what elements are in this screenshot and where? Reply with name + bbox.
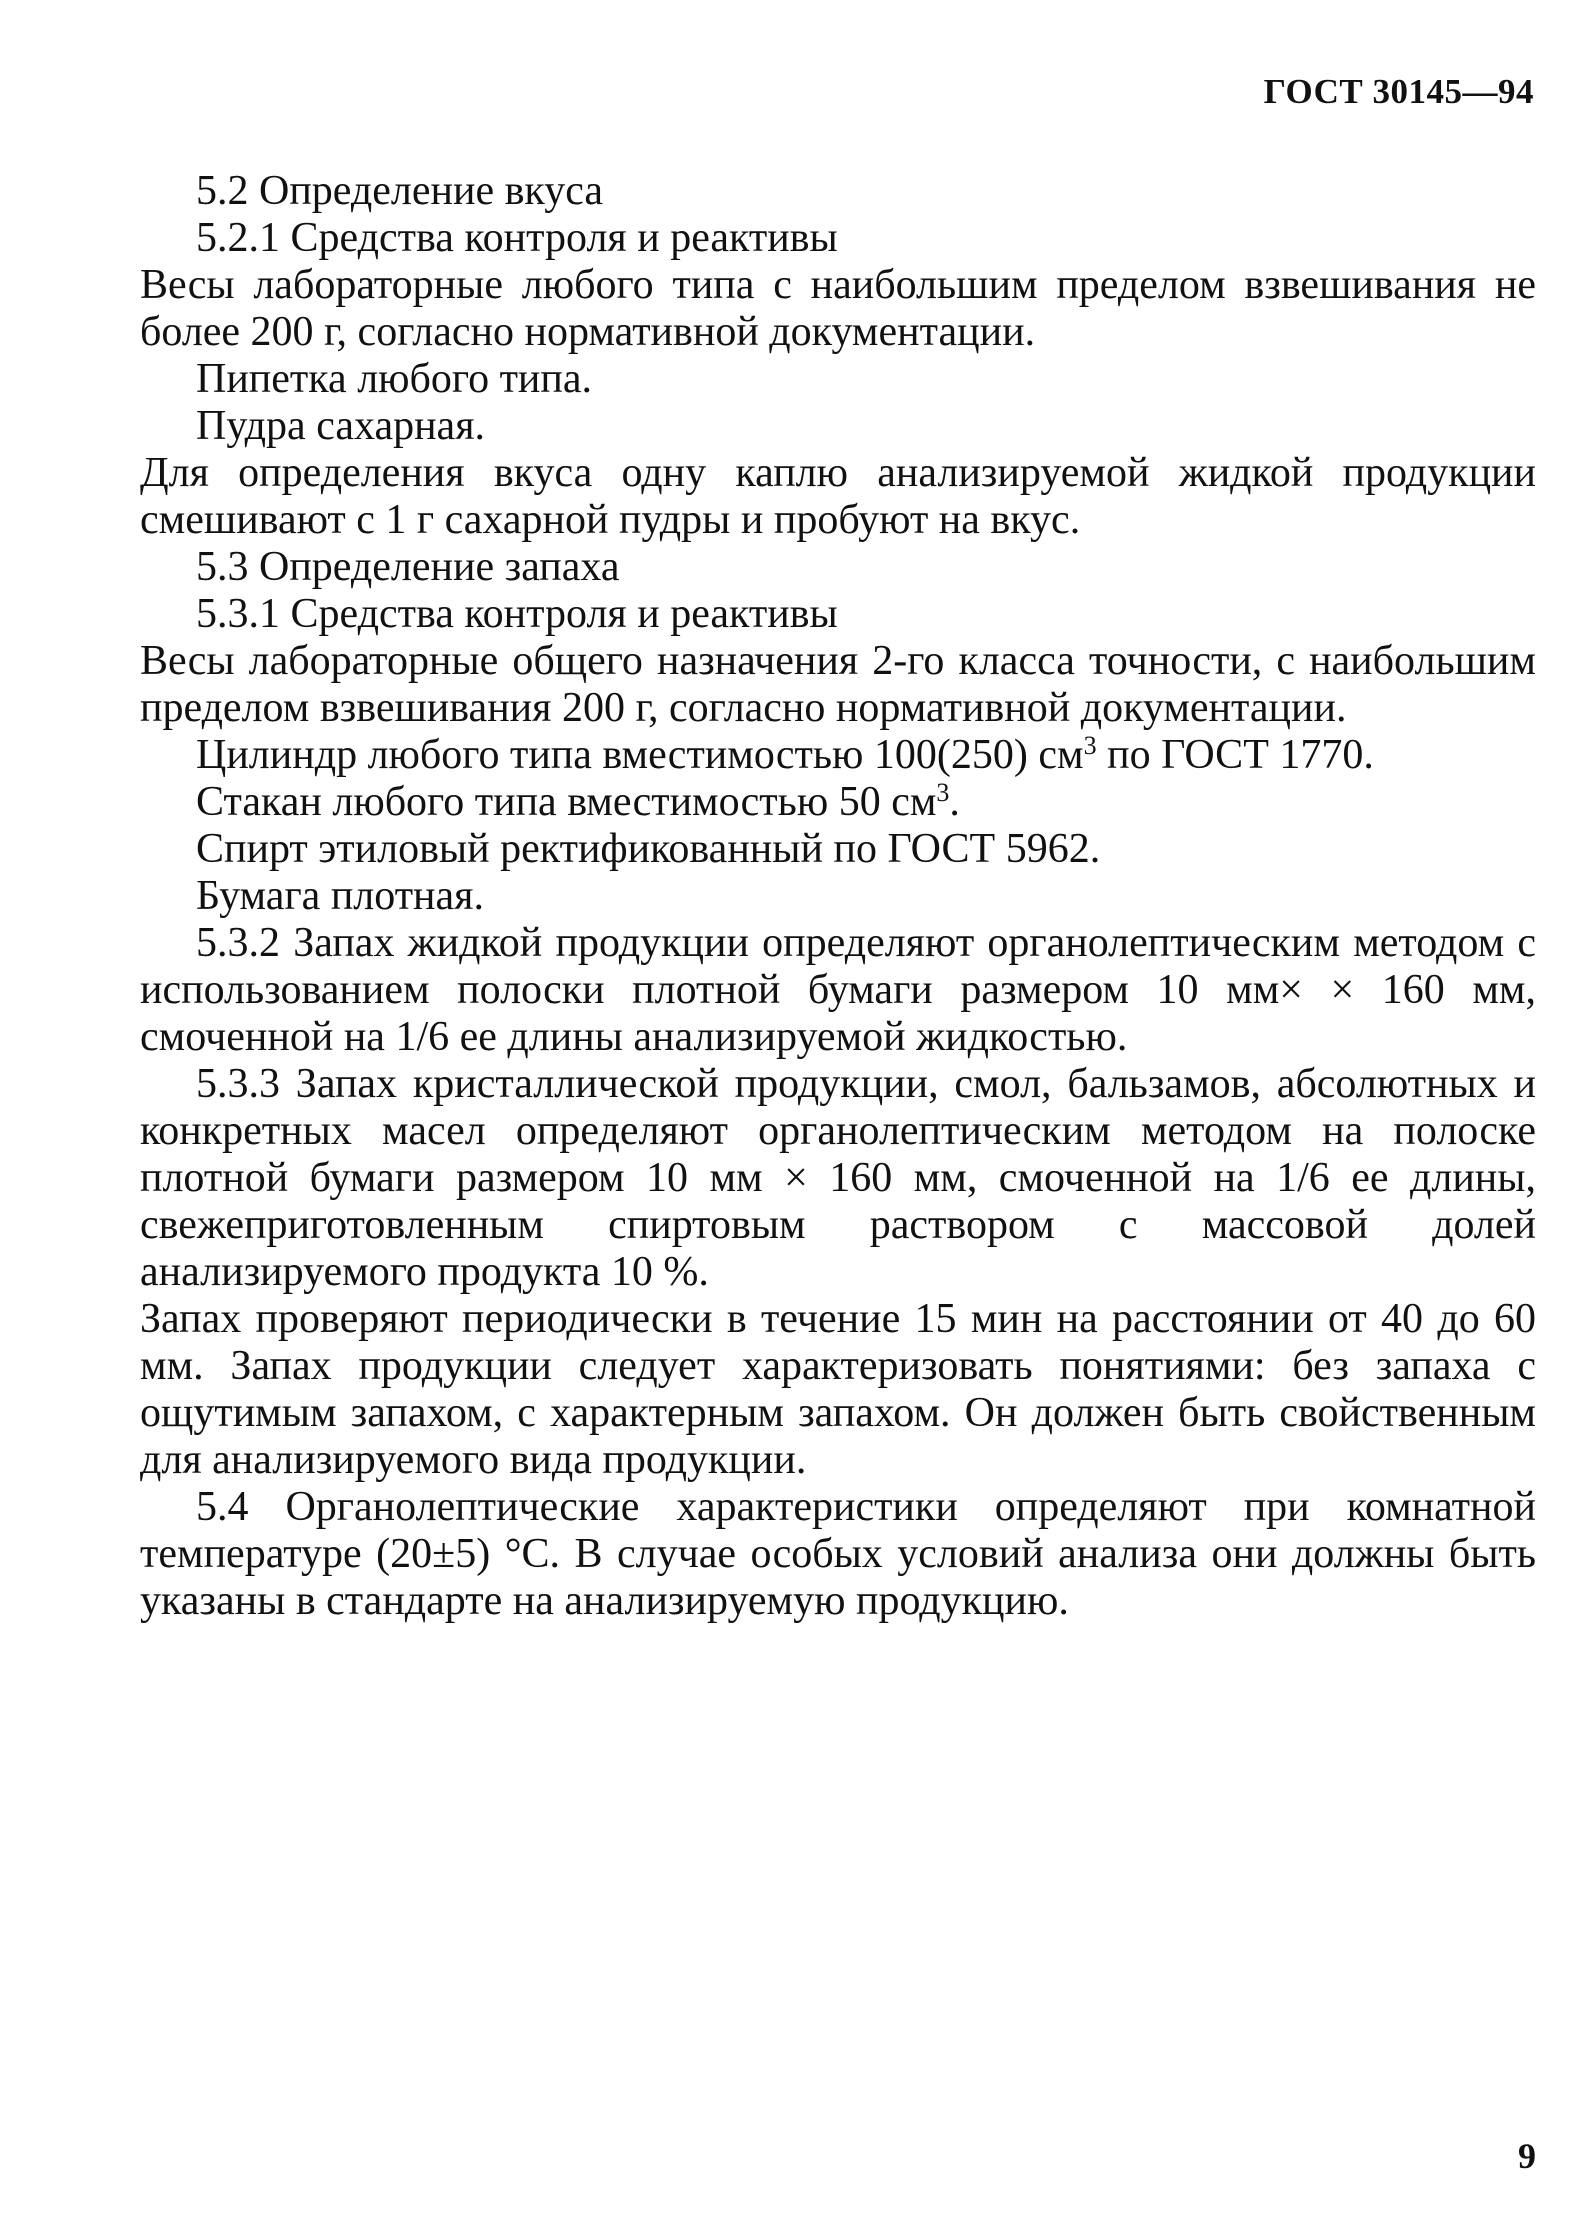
superscript: 3 <box>936 778 950 807</box>
section-heading-5-3: 5.3 Определение запаха <box>196 544 620 590</box>
paragraph: Весы лабораторные общего назначения 2-го класса точности, с наибольшим пределом взвешивания 200 г, согласно нормативной документации. <box>140 638 1536 731</box>
subsection-heading-5-3-1: 5.3.1 Средства контроля и реактивы <box>196 591 838 637</box>
document-body <box>140 168 1536 1625</box>
paragraph: Пипетка любого типа. <box>196 356 593 402</box>
document-code: ГОСТ 30145—94 <box>1263 72 1534 111</box>
paragraph: Бумага плотная. <box>196 873 484 919</box>
superscript: 3 <box>1083 731 1097 760</box>
paragraph: Запах проверяют периодически в течение 15 мин на расстоянии от 40 до 60 мм. Запах продукции следует характеризовать понятиями: без запаха с ощутимым запахом, с характерным запахом. Он должен быть свойственным для анализируемого вида продукции. <box>140 1296 1536 1483</box>
paragraph-5-4: 5.4 Органолептические характеристики определяют при комнатной температуре (20±5) °С. В случае особых условий анализа они должны быть указаны в стандарте на анализируемую продукцию. <box>140 1484 1536 1624</box>
paragraph: Весы лабораторные любого типа с наибольшим пределом взвешивания не более 200 г, согласно нормативной документации. <box>140 262 1536 355</box>
paragraph: Спирт этиловый ректификованный по ГОСТ 5962. <box>196 826 1101 872</box>
beaker-text: Стакан любого типа вместимостью 50 см <box>196 779 937 825</box>
paragraph-cylinder <box>140 732 1536 779</box>
paragraph: Пудра сахарная. <box>196 403 486 449</box>
cylinder-text: Цилиндр любого типа вместимостью 100(250) см <box>196 732 1084 778</box>
subsection-heading-5-2-1: 5.2.1 Средства контроля и реактивы <box>196 215 838 261</box>
paragraph-beaker <box>140 779 1536 826</box>
section-heading-5-2: 5.2 Определение вкуса <box>196 168 604 214</box>
paragraph-5-3-2: 5.3.2 Запах жидкой продукции определяют органолептическим методом с использованием полоски плотной бумаги размером 10 мм× × 160 мм, смоченной на 1/6 ее длины анализируемой жидкостью. <box>140 920 1536 1060</box>
paragraph: Для определения вкуса одну каплю анализируемой жидкой продукции смешивают с 1 г сахарной пудры и пробуют на вкус. <box>140 450 1536 543</box>
cylinder-tail: по ГОСТ 1770. <box>1096 732 1374 778</box>
paragraph-5-3-3: 5.3.3 Запах кристаллической продукции, смол, бальзамов, абсолютных и конкретных масел определяют органолептическим методом на полоске плотной бумаги размером 10 мм × 160 мм, смоченной на 1/6 ее длины, свежеприготовленным спиртовым раствором с массовой долей анализируемого продукта 10 %. <box>140 1061 1536 1295</box>
beaker-tail: . <box>949 779 960 825</box>
page-number: 9 <box>1518 2136 1536 2176</box>
